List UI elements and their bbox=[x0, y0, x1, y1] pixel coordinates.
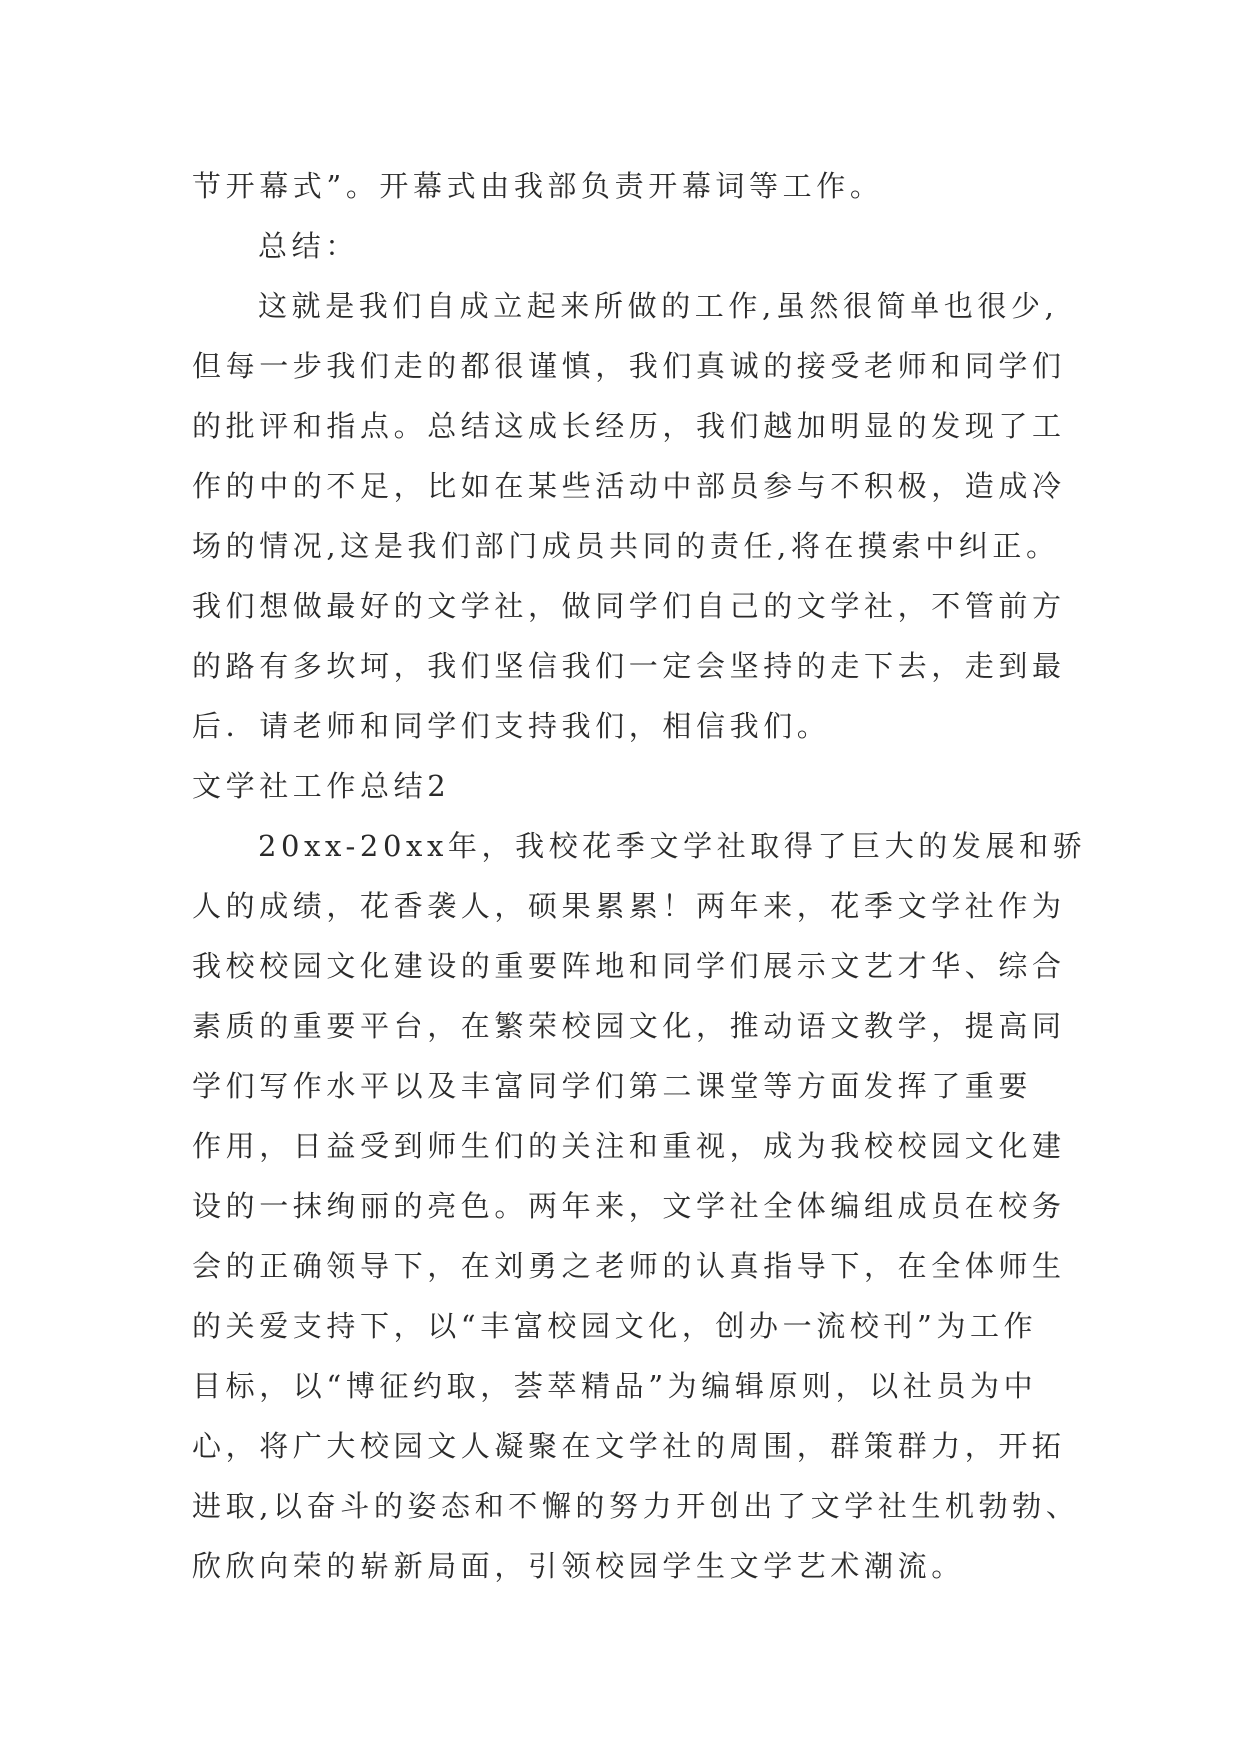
text-line: 会的正确领导下，在刘勇之老师的认真指导下，在全体师生 bbox=[192, 1249, 1066, 1283]
text-line: 学们写作水平以及丰富同学们第二课堂等方面发挥了重要 bbox=[192, 1069, 1033, 1103]
section-heading-summary: 总结： bbox=[258, 229, 359, 263]
text-line: 心，将广大校园文人凝聚在文学社的周围，群策群力，开拓 bbox=[192, 1429, 1066, 1463]
text-line: 但每一步我们走的都很谨慎，我们真诚的接受老师和同学们 bbox=[192, 349, 1066, 383]
text-line: 的路有多坎坷，我们坚信我们一定会坚持的走下去，走到最 bbox=[192, 649, 1066, 683]
text-line: 的批评和指点。总结这成长经历，我们越加明显的发现了工 bbox=[192, 409, 1066, 443]
text-line: 我们想做最好的文学社，做同学们自己的文学社，不管前方 bbox=[192, 589, 1066, 623]
text-line: 作的中的不足，比如在某些活动中部员参与不积极，造成冷 bbox=[192, 469, 1066, 503]
text-line: 目标，以“博征约取，荟萃精品”为编辑原则，以社员为中 bbox=[192, 1369, 1038, 1403]
text-line: 场的情况,这是我们部门成员共同的责任,将在摸索中纠正。 bbox=[192, 529, 1060, 563]
text-line: 进取,以奋斗的姿态和不懈的努力开创出了文学社生机勃勃、 bbox=[192, 1489, 1080, 1523]
text-line: 后．请老师和同学们支持我们，相信我们。 bbox=[192, 709, 831, 743]
document-title: 文学社工作总结2 bbox=[192, 769, 451, 803]
text-line: 20xx-20xx年，我校花季文学社取得了巨大的发展和骄 bbox=[258, 829, 1087, 863]
text-line: 人的成绩，花香袭人，硕果累累！两年来，花季文学社作为 bbox=[192, 889, 1066, 923]
text-line: 这就是我们自成立起来所做的工作,虽然很简单也很少, bbox=[258, 289, 1059, 323]
text-line: 的关爱支持下，以“丰富校园文化，创办一流校刊”为工作 bbox=[192, 1309, 1038, 1343]
text-line: 设的一抹绚丽的亮色。两年来，文学社全体编组成员在校务 bbox=[192, 1189, 1066, 1223]
text-line: 素质的重要平台，在繁荣校园文化，推动语文教学，提高同 bbox=[192, 1009, 1066, 1043]
text-line: 我校校园文化建设的重要阵地和同学们展示文艺才华、综合 bbox=[192, 949, 1066, 983]
text-line: 作用，日益受到师生们的关注和重视，成为我校校园文化建 bbox=[192, 1129, 1066, 1163]
text-line: 欣欣向荣的崭新局面，引领校园学生文学艺术潮流。 bbox=[192, 1549, 965, 1583]
text-line: 节开幕式”。开幕式由我部负责开幕词等工作。 bbox=[192, 169, 884, 203]
